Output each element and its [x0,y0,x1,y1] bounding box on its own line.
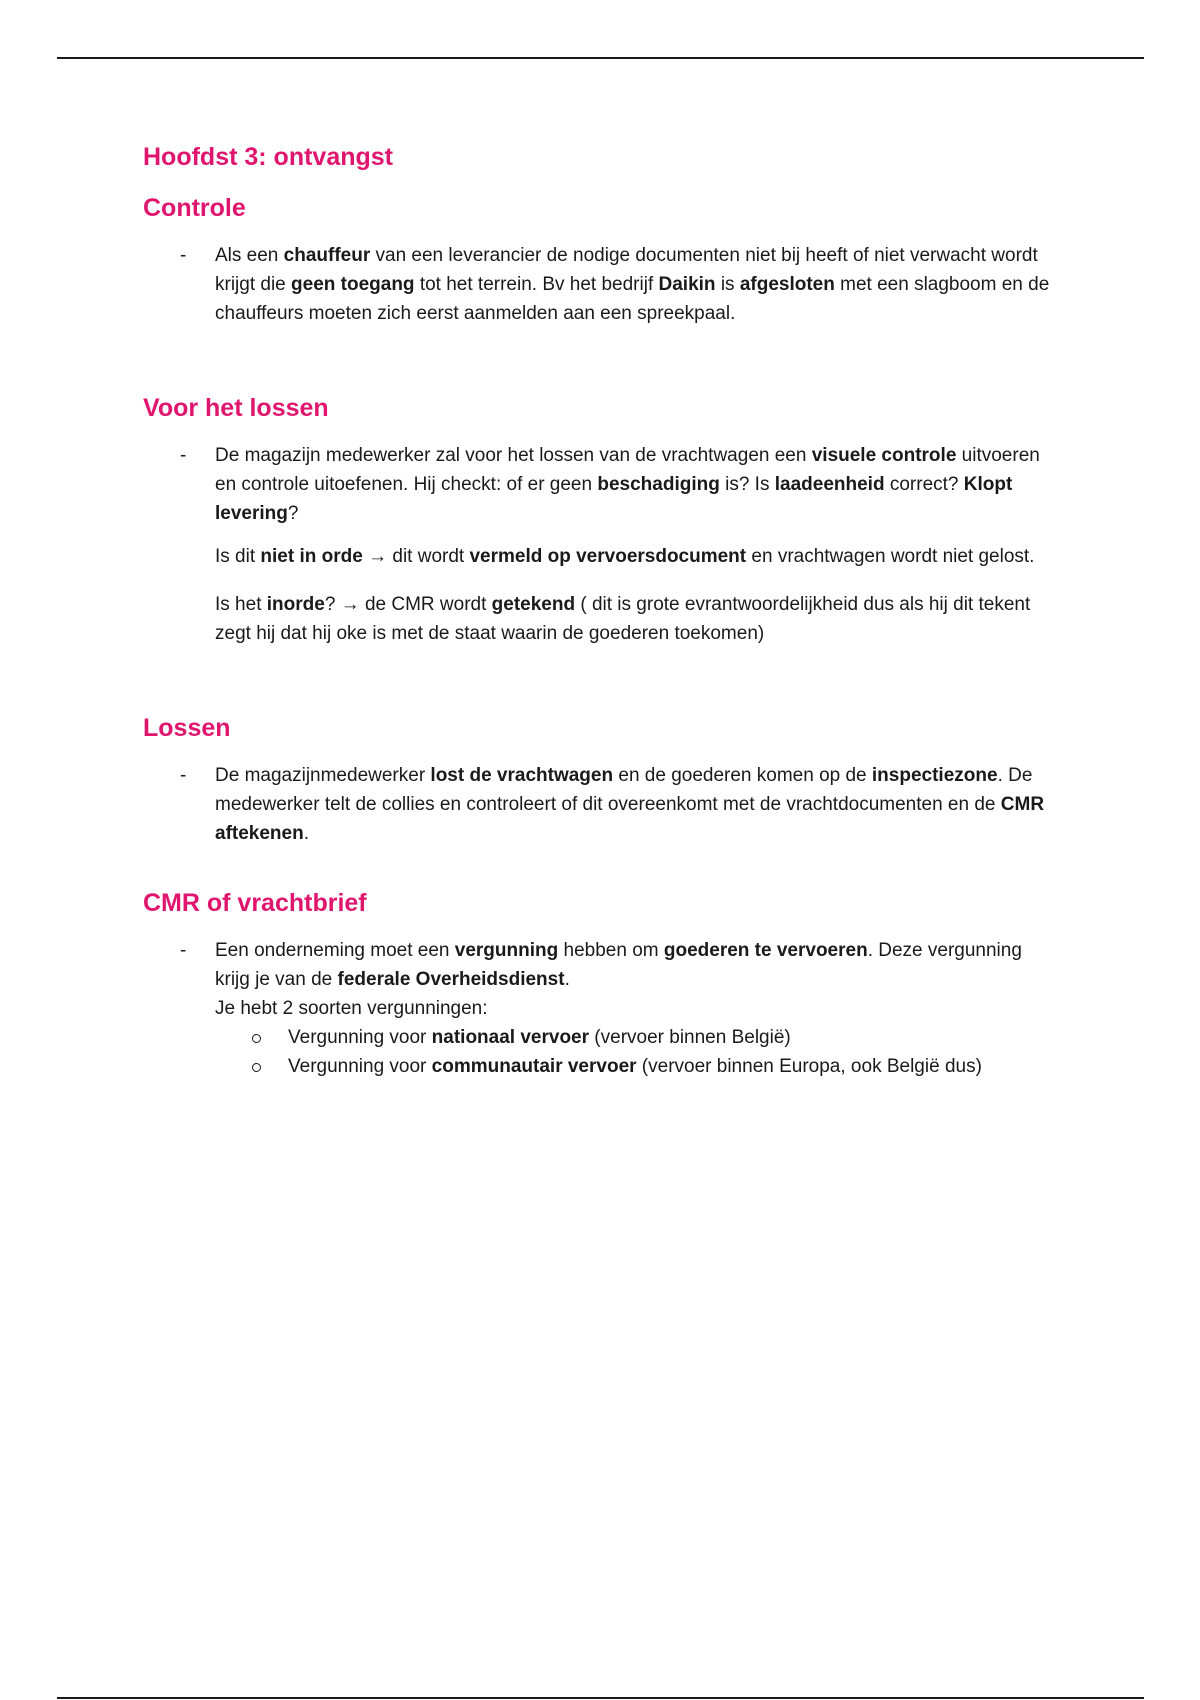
text-run: Is het [215,594,267,615]
text-run: De magazijn medewerker zal voor het lossen van de vrachtwagen een [215,445,812,466]
text-run: de CMR wordt [364,594,492,615]
bullet-voor-het-lossen [143,441,1053,528]
text-run: . De medewerker telt de collies en controleert of dit overeenkomt met de vrachtdocumenten en de [215,765,1033,815]
bold-run: federale Overheidsdienst [337,969,565,990]
bullet-cmr [143,936,1053,1081]
bold-run: afgesloten [739,274,835,295]
text-run: en de goederen komen op de [613,765,872,786]
text-run: Vergunning voor [288,1056,432,1077]
bullet-controle [143,241,1053,328]
bold-run: Daikin [658,274,716,295]
text-run: Vergunning voor [288,1027,432,1048]
text-run: van een leverancier de nodige documenten niet bij heeft of niet verwacht wordt krijgt die [215,245,1038,295]
bold-run: inorde [266,594,325,615]
text-run: (vervoer binnen Europa, ook België dus) [636,1056,982,1077]
bold-run: beschadiging [597,474,720,495]
document-body [143,140,1053,1081]
text-run: . [564,969,570,990]
list-item [143,1023,1053,1052]
text-run: uitvoeren en controle uitoefenen. Hij checkt: of er geen [215,445,1040,495]
text-run: Een onderneming moet een [215,940,455,961]
bold-run: lost de vrachtwagen [430,765,614,786]
bold-run: goederen te vervoeren [663,940,868,961]
arrow-right-icon: → [340,594,365,615]
text-run: ? [287,503,299,524]
text-run: tot het terrein. Bv het bedrijf [414,274,659,295]
text-run: De magazijnmedewerker [215,765,431,786]
bold-run: geen toegang [291,274,415,295]
bold-run: CMR aftekenen [215,794,1045,844]
bold-run: visuele controle [811,445,957,466]
text-run: met een slagboom en de chauffeurs moeten zich eerst aanmelden aan een spreekpaal. [215,274,1050,324]
dash-bullet-icon: - [180,765,187,786]
bold-run: communautair vervoer [431,1056,637,1077]
dash-bullet-icon: - [180,445,187,466]
bold-run: inspectiezone [871,765,998,786]
header-rule [57,57,1144,59]
section-title-cmr: CMR of vrachtbrief [143,889,367,917]
circle-bullet-icon [252,1034,261,1043]
text-run: (vervoer binnen België) [589,1027,791,1048]
paragraph-niet-in-orde [215,542,1053,571]
text-run: correct? [884,474,964,495]
paragraph-inorde [215,590,1053,648]
text-run: en vrachtwagen wordt niet gelost. [746,546,1035,567]
section-title-controle: Controle [143,194,246,222]
text-run: dit wordt [392,546,470,567]
bold-run: Klopt levering [215,474,1013,524]
text-run: ( dit is grote evrantwoordelijkheid dus als hij dit tekent zegt hij dat hij oke is met de staat waarin de goederen toekomen) [215,594,1031,644]
bullet-lossen [143,761,1053,848]
text-run: is [715,274,740,295]
bold-run: laadeenheid [774,474,885,495]
bold-run: nationaal vervoer [431,1027,590,1048]
text-run: is? Is [719,474,775,495]
bold-run: chauffeur [283,245,371,266]
section-title-lossen: Lossen [143,714,231,742]
sub-list-vergunningen [143,1023,1053,1081]
dash-bullet-icon: - [180,245,187,266]
text-run: ? [324,594,341,615]
dash-bullet-icon: - [180,940,187,961]
list-item [143,1052,1053,1081]
bold-run: vermeld op vervoersdocument [469,546,747,567]
text-run: . [303,823,309,844]
bold-run: vergunning [454,940,559,961]
footer-rule [57,1697,1144,1699]
bold-run: niet in orde [260,546,363,567]
text-run: . Deze vergunning krijg je van de [215,940,1022,990]
chapter-title: Hoofdst 3: ontvangst [143,143,393,171]
circle-bullet-icon [252,1063,261,1072]
bold-run: getekend [491,594,576,615]
text-run: Is dit [215,546,261,567]
text-run: Als een [215,245,284,266]
bullet-line: Je hebt 2 soorten vergunningen: [215,998,488,1019]
arrow-right-icon: → [362,546,393,567]
text-run: hebben om [558,940,664,961]
section-title-voor-het-lossen: Voor het lossen [143,394,329,422]
